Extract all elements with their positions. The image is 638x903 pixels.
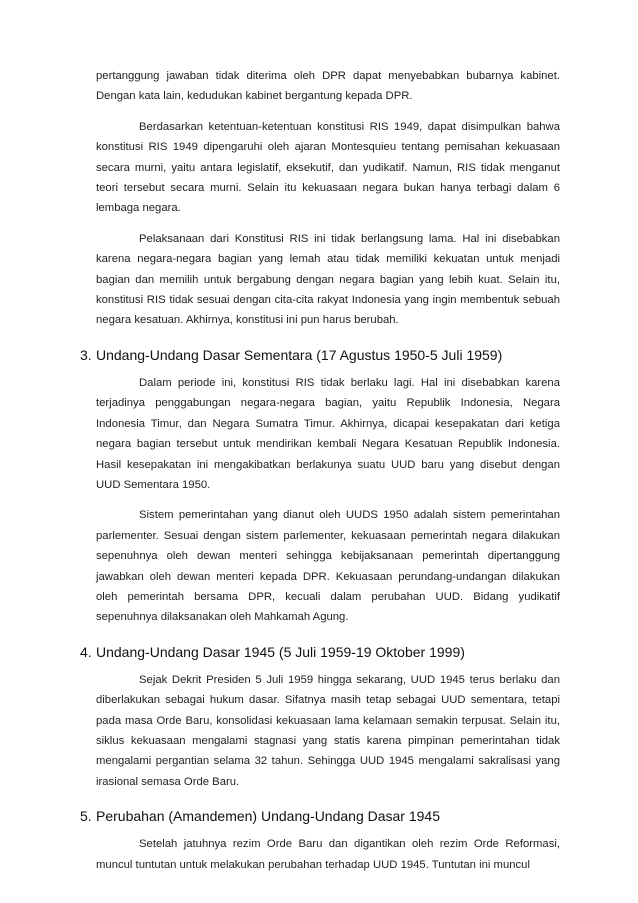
paragraph-amandemen-reformasi: Setelah jatuhnya rezim Orde Baru dan digantikan oleh rezim Orde Reformasi, muncul tuntutan untuk melakukan perubahan terhadap UUD 1945. Tuntutan ini muncul	[96, 838, 560, 871]
paragraph-uuds-periode: Dalam periode ini, konstitusi RIS tidak berlaku lagi. Hal ini disebabkan karena terjadinya penggabungan negara-negara bagian, yaitu Republik Indonesia, Negara Indonesia Timur, dan Negara Sumatra Timur. Akhirnya, dicapai kesepakatan dari ketiga negara bagian tersebut untuk mendirikan kembali Negara Kesatuan Republik Indonesia. Hasil kesepakatan ini mengakibatkan berlakunya suatu UUD baru yang disebut dengan UUD Sementara 1950.	[96, 376, 560, 491]
paragraph-ris-pelaksanaan: Pelaksanaan dari Konstitusi RIS ini tidak berlangsung lama. Hal ini disebabkan karena negara-negara bagian yang lemah atau tidak memiliki kekuatan untuk menjadi bagian dan memilih untuk bergabung dengan negara bagian yang lebih kuat. Selain itu, konstitusi RIS tidak sesuai dengan cita-cita rakyat Indonesia yang ingin membentuk sebuah negara kesatuan. Akhirnya, konstitusi ini pun harus berubah.	[96, 232, 560, 327]
section-heading-amandemen	[80, 806, 560, 826]
document-page	[80, 66, 560, 875]
section-number: 5.	[80, 808, 92, 825]
section-number: 3.	[80, 346, 92, 363]
section-title: Undang-Undang Dasar Sementara (17 Agustus 1950-5 Juli 1959)	[96, 346, 503, 363]
paragraph-ris-montesquieu: Berdasarkan ketentuan-ketentuan konstitusi RIS 1949, dapat disimpulkan bahwa konstitusi RIS 1949 dipengaruhi oleh ajaran Montesquieu tentang pemisahan kekuasaan secara murni, yaitu antara legislatif, eksekutif, dan yudikatif. Namun, RIS tidak menganut teori tersebut secara murni. Selain itu kekuasaan negara bukan hanya terbagi dalam 6 lembaga negara.	[96, 120, 560, 215]
section-title: Undang-Undang Dasar 1945 (5 Juli 1959-19 Oktober 1999)	[96, 643, 465, 660]
paragraph-intro-continuation: pertanggung jawaban tidak diterima oleh DPR dapat menyebabkan bubarnya kabinet. Dengan kata lain, kedudukan kabinet bergantung kepada DPR.	[96, 70, 560, 103]
section-heading-uuds-1950	[80, 345, 560, 365]
section-title: Perubahan (Amandemen) Undang-Undang Dasar 1945	[96, 808, 440, 825]
paragraph-uud-1945-dekrit: Sejak Dekrit Presiden 5 Juli 1959 hingga sekarang, UUD 1945 terus berlaku dan diberlakukan sebagai hukum dasar. Sifatnya masih tetap sebagai UUD sementara, tetapi pada masa Orde Baru, konsolidasi kekuasaan lama kelamaan semakin terpusat. Selain itu, siklus kekuasaan mengalami stagnasi yang statis karena pimpinan pemerintahan tidak mengalami pergantian selama 32 tahun. Sehingga UUD 1945 mengalami sakralisasi yang irasional semasa Orde Baru.	[96, 673, 560, 788]
section-heading-uud-1945	[80, 642, 560, 662]
section-number: 4.	[80, 643, 92, 660]
paragraph-uuds-sistem: Sistem pemerintahan yang dianut oleh UUDS 1950 adalah sistem pemerintahan parlementer. Sesuai dengan sistem parlementer, kekuasaan pemerintah negara dilakukan sepenuhnya oleh dewan menteri sehingga kebijaksanaan pemerintah dipertanggung jawabkan oleh dewan menteri kepada DPR. Kekuasaan perundang-undangan dilakukan oleh pemerintah bersama DPR, kecuali dalam perubahan UUD. Bidang yudikatif sepenuhnya dilaksanakan oleh Mahkamah Agung.	[96, 509, 560, 624]
